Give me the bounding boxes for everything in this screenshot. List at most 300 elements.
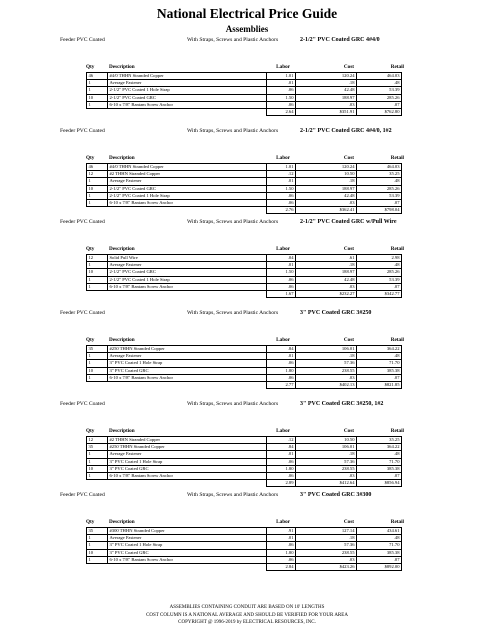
header-description: Description bbox=[109, 428, 135, 434]
cell-retail: 285.26 bbox=[357, 94, 402, 101]
blank-cell bbox=[108, 480, 267, 487]
assembly-name: 3" PVC Coated GRC 3#250, 1#2 bbox=[300, 401, 384, 407]
cell-qty: 10 bbox=[87, 465, 108, 472]
assembly-name: 3" PVC Coated GRC 3#300 bbox=[300, 492, 372, 498]
table-row bbox=[87, 437, 402, 444]
header-qty: Qty bbox=[86, 519, 95, 525]
cell-cost: 120.24 bbox=[296, 164, 357, 171]
cell-labor: .84 bbox=[267, 444, 296, 451]
cell-retail: 71.70 bbox=[357, 458, 402, 465]
cell-cost: .03 bbox=[296, 283, 357, 290]
table-row bbox=[87, 87, 402, 94]
cell-description: 6-10 x 7/8" Bantam Screw Anchor bbox=[108, 473, 267, 480]
cell-retail: .48 bbox=[357, 262, 402, 269]
total-labor: 1.67 bbox=[267, 291, 296, 298]
cell-description: 3" PVC Coated GRC bbox=[108, 549, 267, 556]
cell-cost: 238.55 bbox=[296, 465, 357, 472]
cell-qty: 1 bbox=[87, 178, 108, 185]
cell-qty: 12 bbox=[87, 255, 108, 262]
cell-cost: .18 bbox=[296, 262, 357, 269]
header-qty: Qty bbox=[86, 64, 95, 70]
total-labor: 2.89 bbox=[267, 480, 296, 487]
cell-qty: 1 bbox=[87, 374, 108, 381]
cell-qty: 1 bbox=[87, 353, 108, 360]
cell-qty: 1 bbox=[87, 458, 108, 465]
cell-labor: .12 bbox=[267, 437, 296, 444]
cell-description: #250 THHN Stranded Copper bbox=[108, 346, 267, 353]
cell-retail: 71.70 bbox=[357, 360, 402, 367]
assembly-description: With Straps, Screws and Plastic Anchors bbox=[187, 37, 279, 43]
assembly-name: 3" PVC Coated GRC 3#250 bbox=[300, 310, 372, 316]
assembly-description: With Straps, Screws and Plastic Anchors bbox=[187, 310, 279, 316]
cell-retail: .07 bbox=[357, 374, 402, 381]
cell-labor: .06 bbox=[267, 276, 296, 283]
cell-description: 3" PVC Coated 1 Hole Strap bbox=[108, 458, 267, 465]
cell-description: 3" PVC Coated GRC bbox=[108, 367, 267, 374]
total-retail: $821.85 bbox=[357, 382, 402, 389]
cell-retail: 385.38 bbox=[357, 367, 402, 374]
cell-labor: 1.50 bbox=[267, 94, 296, 101]
cell-labor: .04 bbox=[267, 255, 296, 262]
cell-labor: .06 bbox=[267, 283, 296, 290]
page-subtitle: Assemblies bbox=[225, 24, 269, 34]
cell-qty: 1 bbox=[87, 451, 108, 458]
header-description: Description bbox=[109, 246, 135, 252]
cell-cost: .18 bbox=[296, 535, 357, 542]
cell-description: 6-10 x 7/8" Bantam Screw Anchor bbox=[108, 374, 267, 381]
assembly-header bbox=[0, 127, 494, 155]
line-items-table bbox=[86, 72, 402, 116]
table-row bbox=[87, 444, 402, 451]
line-items-table bbox=[86, 527, 402, 571]
cell-labor: .06 bbox=[267, 101, 296, 108]
cell-description: 6-10 x 7/8" Bantam Screw Anchor bbox=[108, 200, 267, 207]
assembly-header bbox=[0, 218, 494, 246]
total-retail: $342.77 bbox=[357, 291, 402, 298]
cell-retail: 364.22 bbox=[357, 346, 402, 353]
cell-cost: 127.14 bbox=[296, 528, 357, 535]
table-row bbox=[87, 178, 402, 185]
header-qty: Qty bbox=[86, 337, 95, 343]
assembly-name: 2-1/2" PVC Coated GRC 4#4/0, 1#2 bbox=[300, 128, 392, 134]
table-row bbox=[87, 360, 402, 367]
assembly-header bbox=[0, 309, 494, 337]
cell-description: Average Fastener bbox=[108, 451, 267, 458]
assembly-section bbox=[0, 491, 494, 582]
total-labor: 2.64 bbox=[267, 109, 296, 116]
cell-cost: 10.50 bbox=[296, 171, 357, 178]
header-labor: Labor bbox=[276, 337, 290, 343]
total-labor: 2.77 bbox=[267, 382, 296, 389]
line-items-table bbox=[86, 163, 402, 214]
assembly-description: With Straps, Screws and Plastic Anchors bbox=[187, 128, 279, 134]
header-retail: Retail bbox=[390, 519, 404, 525]
header-qty: Qty bbox=[86, 246, 95, 252]
cell-labor: .06 bbox=[267, 192, 296, 199]
cell-description: 3" PVC Coated GRC bbox=[108, 465, 267, 472]
table-row bbox=[87, 164, 402, 171]
footer-note-lengths: ASSEMBLIES CONTAINING CONDUIT ARE BASED ON 10' LENGTHS bbox=[169, 605, 325, 610]
assembly-list bbox=[0, 36, 494, 582]
cell-retail: 285.26 bbox=[357, 185, 402, 192]
cell-retail: .07 bbox=[357, 283, 402, 290]
cell-retail: 364.22 bbox=[357, 444, 402, 451]
cell-cost: 57.36 bbox=[296, 360, 357, 367]
cell-cost: .03 bbox=[296, 374, 357, 381]
cell-cost: .18 bbox=[296, 451, 357, 458]
total-retail: $892.00 bbox=[357, 564, 402, 571]
cell-cost: 57.36 bbox=[296, 542, 357, 549]
cell-retail: 2.98 bbox=[357, 255, 402, 262]
assembly-category: Feeder PVC Coated bbox=[60, 219, 105, 225]
cell-labor: 1.50 bbox=[267, 269, 296, 276]
cell-retail: .48 bbox=[357, 535, 402, 542]
cell-labor: .06 bbox=[267, 360, 296, 367]
header-cost: Cost bbox=[343, 155, 354, 161]
cell-cost: 120.24 bbox=[296, 73, 357, 80]
table-row bbox=[87, 346, 402, 353]
cell-labor: .06 bbox=[267, 473, 296, 480]
cell-labor: .06 bbox=[267, 542, 296, 549]
total-cost: $412.64 bbox=[296, 480, 357, 487]
total-cost: $402.13 bbox=[296, 382, 357, 389]
cell-qty: 1 bbox=[87, 535, 108, 542]
cell-qty: 12 bbox=[87, 437, 108, 444]
cell-cost: 10.50 bbox=[296, 437, 357, 444]
assembly-section bbox=[0, 36, 494, 127]
total-retail: $798.04 bbox=[357, 207, 402, 214]
header-cost: Cost bbox=[343, 337, 354, 343]
header-description: Description bbox=[109, 64, 135, 70]
cell-description: 6-10 x 7/8" Bantam Screw Anchor bbox=[108, 556, 267, 563]
total-retail: $856.94 bbox=[357, 480, 402, 487]
assembly-description: With Straps, Screws and Plastic Anchors bbox=[187, 492, 279, 498]
table-row bbox=[87, 80, 402, 87]
table-row bbox=[87, 451, 402, 458]
header-description: Description bbox=[109, 155, 135, 161]
cell-cost: 42.48 bbox=[296, 276, 357, 283]
cell-labor: 1.50 bbox=[267, 185, 296, 192]
blank-cell bbox=[87, 207, 108, 214]
table-row bbox=[87, 283, 402, 290]
table-row bbox=[87, 542, 402, 549]
cell-qty: 10 bbox=[87, 269, 108, 276]
line-items-table bbox=[86, 345, 402, 389]
assembly-category: Feeder PVC Coated bbox=[60, 310, 105, 316]
cell-qty: 1 bbox=[87, 542, 108, 549]
cell-cost: 188.97 bbox=[296, 269, 357, 276]
total-cost: $362.41 bbox=[296, 207, 357, 214]
cell-description: 2-1/2" PVC Coated 1 Hole Strap bbox=[108, 87, 267, 94]
cell-description: 3" PVC Coated 1 Hole Strap bbox=[108, 360, 267, 367]
table-row bbox=[87, 353, 402, 360]
header-cost: Cost bbox=[343, 428, 354, 434]
cell-retail: 71.70 bbox=[357, 542, 402, 549]
cell-qty: 1 bbox=[87, 360, 108, 367]
cell-cost: .03 bbox=[296, 473, 357, 480]
footer-copyright: COPYRIGHT @ 1996-2019 by ELECTRICAL RESOURCES, INC. bbox=[178, 620, 316, 625]
cell-description: #250 THHN Stranded Copper bbox=[108, 444, 267, 451]
table-row bbox=[87, 374, 402, 381]
cell-retail: 53.39 bbox=[357, 276, 402, 283]
cell-cost: 106.01 bbox=[296, 444, 357, 451]
blank-cell bbox=[87, 382, 108, 389]
header-labor: Labor bbox=[276, 519, 290, 525]
cell-labor: .01 bbox=[267, 353, 296, 360]
cell-retail: 53.39 bbox=[357, 192, 402, 199]
column-headers bbox=[0, 519, 494, 527]
cell-description: 2-1/2" PVC Coated 1 Hole Strap bbox=[108, 276, 267, 283]
cell-labor: .06 bbox=[267, 458, 296, 465]
cell-labor: 1.01 bbox=[267, 164, 296, 171]
cell-cost: .61 bbox=[296, 255, 357, 262]
cell-labor: .12 bbox=[267, 171, 296, 178]
cell-qty: 35 bbox=[87, 528, 108, 535]
cell-retail: .07 bbox=[357, 473, 402, 480]
header-labor: Labor bbox=[276, 64, 290, 70]
cell-description: #300 THHN Stranded Copper bbox=[108, 528, 267, 535]
cell-qty: 46 bbox=[87, 73, 108, 80]
cell-cost: .18 bbox=[296, 80, 357, 87]
cell-retail: .48 bbox=[357, 80, 402, 87]
total-retail: $762.80 bbox=[357, 109, 402, 116]
total-cost: $423.26 bbox=[296, 564, 357, 571]
table-row bbox=[87, 185, 402, 192]
cell-labor: 1.01 bbox=[267, 73, 296, 80]
total-cost: $351.91 bbox=[296, 109, 357, 116]
header-retail: Retail bbox=[390, 428, 404, 434]
cell-cost: 188.97 bbox=[296, 94, 357, 101]
cell-labor: .06 bbox=[267, 200, 296, 207]
cell-qty: 35 bbox=[87, 444, 108, 451]
cell-labor: .01 bbox=[267, 80, 296, 87]
header-qty: Qty bbox=[86, 428, 95, 434]
cell-retail: .48 bbox=[357, 451, 402, 458]
totals-row bbox=[87, 109, 402, 116]
assembly-category: Feeder PVC Coated bbox=[60, 128, 105, 134]
cell-qty: 1 bbox=[87, 200, 108, 207]
cell-description: Average Fastener bbox=[108, 80, 267, 87]
cell-labor: .01 bbox=[267, 178, 296, 185]
table-row bbox=[87, 556, 402, 563]
table-row bbox=[87, 473, 402, 480]
cell-labor: .91 bbox=[267, 528, 296, 535]
page-footer bbox=[0, 604, 494, 627]
cell-qty: 1 bbox=[87, 192, 108, 199]
cell-retail: 434.61 bbox=[357, 528, 402, 535]
cell-description: Average Fastener bbox=[108, 262, 267, 269]
cell-qty: 1 bbox=[87, 80, 108, 87]
assembly-header bbox=[0, 400, 494, 428]
assembly-section bbox=[0, 127, 494, 218]
cell-retail: .07 bbox=[357, 101, 402, 108]
cell-cost: .03 bbox=[296, 556, 357, 563]
page-title: National Electrical Price Guide bbox=[156, 6, 338, 21]
line-items-table bbox=[86, 254, 402, 298]
cell-qty: 10 bbox=[87, 549, 108, 556]
header-cost: Cost bbox=[343, 246, 354, 252]
total-labor: 2.84 bbox=[267, 564, 296, 571]
cell-qty: 35 bbox=[87, 346, 108, 353]
cell-cost: 238.55 bbox=[296, 367, 357, 374]
table-row bbox=[87, 94, 402, 101]
header-labor: Labor bbox=[276, 246, 290, 252]
table-row bbox=[87, 528, 402, 535]
cell-qty: 12 bbox=[87, 171, 108, 178]
cell-labor: .01 bbox=[267, 451, 296, 458]
cell-description: #2 THHN Stranded Copper bbox=[108, 437, 267, 444]
cell-retail: .48 bbox=[357, 178, 402, 185]
cell-retail: 285.26 bbox=[357, 269, 402, 276]
header-cost: Cost bbox=[343, 519, 354, 525]
cell-description: Solid Pull Wire bbox=[108, 255, 267, 262]
cell-labor: .84 bbox=[267, 346, 296, 353]
cell-description: #4/0 THHN Stranded Copper bbox=[108, 73, 267, 80]
cell-description: #4/0 THHN Stranded Copper bbox=[108, 164, 267, 171]
blank-cell bbox=[108, 207, 267, 214]
assembly-section bbox=[0, 400, 494, 491]
assembly-category: Feeder PVC Coated bbox=[60, 37, 105, 43]
blank-cell bbox=[87, 291, 108, 298]
cell-labor: 1.80 bbox=[267, 367, 296, 374]
assembly-description: With Straps, Screws and Plastic Anchors bbox=[187, 401, 279, 407]
cell-labor: .06 bbox=[267, 556, 296, 563]
blank-cell bbox=[108, 109, 267, 116]
column-headers bbox=[0, 246, 494, 254]
table-row bbox=[87, 465, 402, 472]
blank-cell bbox=[87, 109, 108, 116]
cell-qty: 10 bbox=[87, 94, 108, 101]
cell-labor: .01 bbox=[267, 535, 296, 542]
cell-qty: 1 bbox=[87, 87, 108, 94]
cell-labor: .06 bbox=[267, 87, 296, 94]
cell-description: 2-1/2" PVC Coated 1 Hole Strap bbox=[108, 192, 267, 199]
table-row bbox=[87, 192, 402, 199]
cell-retail: 53.39 bbox=[357, 87, 402, 94]
header-labor: Labor bbox=[276, 428, 290, 434]
cell-labor: .01 bbox=[267, 262, 296, 269]
table-row bbox=[87, 535, 402, 542]
cell-description: #2 THHN Stranded Copper bbox=[108, 171, 267, 178]
totals-row bbox=[87, 564, 402, 571]
table-row bbox=[87, 73, 402, 80]
totals-row bbox=[87, 480, 402, 487]
header-retail: Retail bbox=[390, 337, 404, 343]
cell-description: 2-1/2" PVC Coated GRC bbox=[108, 94, 267, 101]
cell-retail: 385.38 bbox=[357, 549, 402, 556]
assembly-header bbox=[0, 491, 494, 519]
cell-retail: .07 bbox=[357, 200, 402, 207]
cell-description: Average Fastener bbox=[108, 353, 267, 360]
cell-cost: 57.36 bbox=[296, 458, 357, 465]
header-qty: Qty bbox=[86, 155, 95, 161]
cell-cost: 238.55 bbox=[296, 549, 357, 556]
cell-retail: 464.03 bbox=[357, 73, 402, 80]
table-row bbox=[87, 171, 402, 178]
header-retail: Retail bbox=[390, 155, 404, 161]
cell-description: 6-10 x 7/8" Bantam Screw Anchor bbox=[108, 283, 267, 290]
cell-retail: 464.03 bbox=[357, 164, 402, 171]
table-row bbox=[87, 101, 402, 108]
cell-cost: 106.01 bbox=[296, 346, 357, 353]
cell-description: Average Fastener bbox=[108, 178, 267, 185]
table-row bbox=[87, 255, 402, 262]
cell-retail: .48 bbox=[357, 353, 402, 360]
cell-description: 3" PVC Coated 1 Hole Strap bbox=[108, 542, 267, 549]
header-retail: Retail bbox=[390, 64, 404, 70]
assembly-category: Feeder PVC Coated bbox=[60, 401, 105, 407]
cell-retail: 385.38 bbox=[357, 465, 402, 472]
cell-qty: 10 bbox=[87, 185, 108, 192]
total-cost: $232.27 bbox=[296, 291, 357, 298]
header-description: Description bbox=[109, 337, 135, 343]
cell-cost: .18 bbox=[296, 353, 357, 360]
cell-qty: 1 bbox=[87, 473, 108, 480]
header-retail: Retail bbox=[390, 246, 404, 252]
table-row bbox=[87, 276, 402, 283]
assembly-name: 2-1/2" PVC Coated GRC 4#4/0 bbox=[300, 37, 380, 43]
header-description: Description bbox=[109, 519, 135, 525]
cell-labor: .06 bbox=[267, 374, 296, 381]
cell-description: 2-1/2" PVC Coated GRC bbox=[108, 185, 267, 192]
column-headers bbox=[0, 428, 494, 436]
cell-description: 2-1/2" PVC Coated GRC bbox=[108, 269, 267, 276]
table-row bbox=[87, 200, 402, 207]
assembly-section bbox=[0, 218, 494, 309]
cell-description: 6-10 x 7/8" Bantam Screw Anchor bbox=[108, 101, 267, 108]
cell-retail: 35.25 bbox=[357, 437, 402, 444]
cell-cost: .03 bbox=[296, 200, 357, 207]
assembly-header bbox=[0, 36, 494, 64]
cell-qty: 1 bbox=[87, 276, 108, 283]
table-row bbox=[87, 262, 402, 269]
cell-retail: 35.25 bbox=[357, 171, 402, 178]
table-row bbox=[87, 269, 402, 276]
cell-retail: .07 bbox=[357, 556, 402, 563]
totals-row bbox=[87, 382, 402, 389]
header-labor: Labor bbox=[276, 155, 290, 161]
cell-qty: 1 bbox=[87, 556, 108, 563]
total-labor: 2.76 bbox=[267, 207, 296, 214]
assembly-description: With Straps, Screws and Plastic Anchors bbox=[187, 219, 279, 225]
assembly-category: Feeder PVC Coated bbox=[60, 492, 105, 498]
table-row bbox=[87, 367, 402, 374]
assembly-name: 2-1/2" PVC Coated GRC w/Pull Wire bbox=[300, 219, 397, 225]
totals-row bbox=[87, 207, 402, 214]
cell-qty: 1 bbox=[87, 262, 108, 269]
totals-row bbox=[87, 291, 402, 298]
line-items-table bbox=[86, 436, 402, 487]
column-headers bbox=[0, 337, 494, 345]
cell-cost: 42.48 bbox=[296, 192, 357, 199]
column-headers bbox=[0, 155, 494, 163]
footer-note-cost: COST COLUMN IS A NATIONAL AVERAGE AND SHOULD BE VERIFIED FOR YOUR AREA bbox=[146, 612, 348, 618]
assembly-section bbox=[0, 309, 494, 400]
blank-cell bbox=[108, 382, 267, 389]
table-row bbox=[87, 549, 402, 556]
blank-cell bbox=[108, 291, 267, 298]
cell-labor: 1.80 bbox=[267, 465, 296, 472]
cell-cost: 42.48 bbox=[296, 87, 357, 94]
cell-description: Average Fastener bbox=[108, 535, 267, 542]
cell-qty: 46 bbox=[87, 164, 108, 171]
cell-qty: 10 bbox=[87, 367, 108, 374]
cell-labor: 1.80 bbox=[267, 549, 296, 556]
blank-cell bbox=[87, 480, 108, 487]
cell-cost: 188.97 bbox=[296, 185, 357, 192]
cell-cost: .18 bbox=[296, 178, 357, 185]
blank-cell bbox=[87, 564, 108, 571]
